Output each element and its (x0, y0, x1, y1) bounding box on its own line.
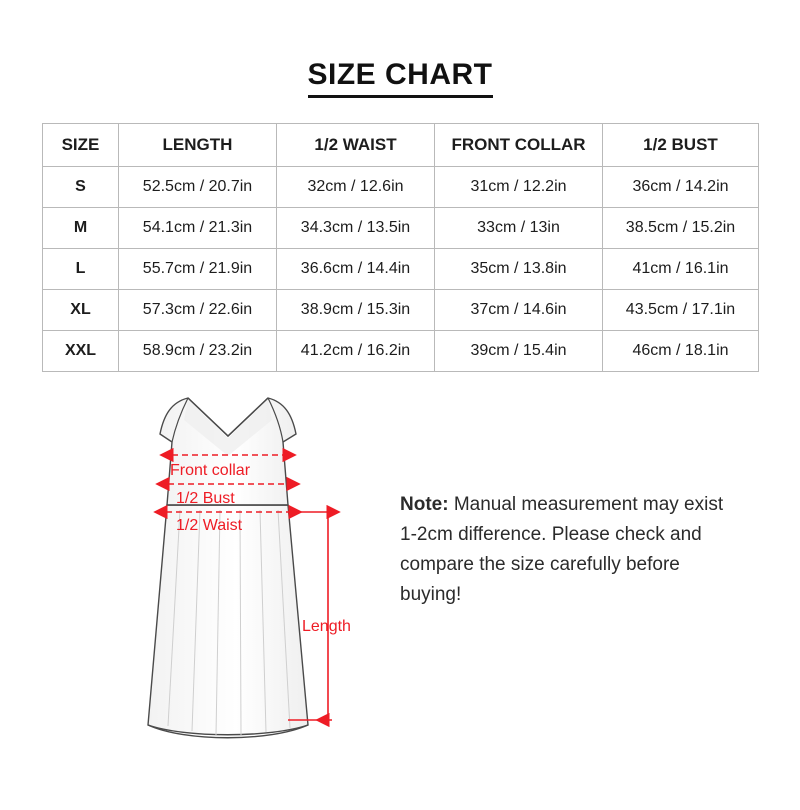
cell-half-waist: 34.3cm / 13.5in (277, 208, 435, 249)
note-block (400, 490, 730, 610)
table-row (43, 331, 759, 372)
table-header (43, 124, 759, 167)
cell-front-collar: 31cm / 12.2in (435, 167, 603, 208)
cell-half-bust: 43.5cm / 17.1in (603, 290, 759, 331)
dress-diagram (110, 390, 390, 790)
size-table (42, 123, 759, 372)
column-header-half-bust: 1/2 BUST (603, 124, 759, 167)
column-header-size: SIZE (43, 124, 119, 167)
cell-size: S (43, 167, 119, 208)
cell-length: 54.1cm / 21.3in (119, 208, 277, 249)
cell-front-collar: 37cm / 14.6in (435, 290, 603, 331)
column-header-length: LENGTH (119, 124, 277, 167)
cell-front-collar: 35cm / 13.8in (435, 249, 603, 290)
cell-front-collar: 33cm / 13in (435, 208, 603, 249)
table-body (43, 167, 759, 372)
page-title: SIZE CHART (308, 58, 493, 98)
lower-section (0, 390, 800, 810)
cell-half-bust: 38.5cm / 15.2in (603, 208, 759, 249)
table-row (43, 249, 759, 290)
cell-half-waist: 32cm / 12.6in (277, 167, 435, 208)
cell-size: L (43, 249, 119, 290)
cell-half-bust: 36cm / 14.2in (603, 167, 759, 208)
title-container (0, 0, 800, 98)
dress-illustration-svg (110, 390, 390, 790)
cell-length: 58.9cm / 23.2in (119, 331, 277, 372)
cell-half-bust: 46cm / 18.1in (603, 331, 759, 372)
note-text: Manual measurement may exist 1-2cm difference. Please check and compare the size carefully before buying! (400, 494, 724, 605)
label-front-collar: Front collar (170, 462, 251, 479)
cell-half-waist: 38.9cm / 15.3in (277, 290, 435, 331)
cell-size: XXL (43, 331, 119, 372)
label-half-waist: 1/2 Waist (176, 517, 243, 534)
size-table-container (42, 123, 758, 372)
table-row (43, 290, 759, 331)
note-label: Note: (400, 494, 449, 515)
cell-length: 57.3cm / 22.6in (119, 290, 277, 331)
cell-front-collar: 39cm / 15.4in (435, 331, 603, 372)
cell-length: 52.5cm / 20.7in (119, 167, 277, 208)
cell-size: M (43, 208, 119, 249)
cell-size: XL (43, 290, 119, 331)
cell-length: 55.7cm / 21.9in (119, 249, 277, 290)
cell-half-bust: 41cm / 16.1in (603, 249, 759, 290)
column-header-half-waist: 1/2 WAIST (277, 124, 435, 167)
table-header-row (43, 124, 759, 167)
label-length: Length (302, 618, 351, 635)
table-row (43, 208, 759, 249)
column-header-front-collar: FRONT COLLAR (435, 124, 603, 167)
cell-half-waist: 41.2cm / 16.2in (277, 331, 435, 372)
cell-half-waist: 36.6cm / 14.4in (277, 249, 435, 290)
label-half-bust: 1/2 Bust (176, 490, 235, 507)
table-row (43, 167, 759, 208)
